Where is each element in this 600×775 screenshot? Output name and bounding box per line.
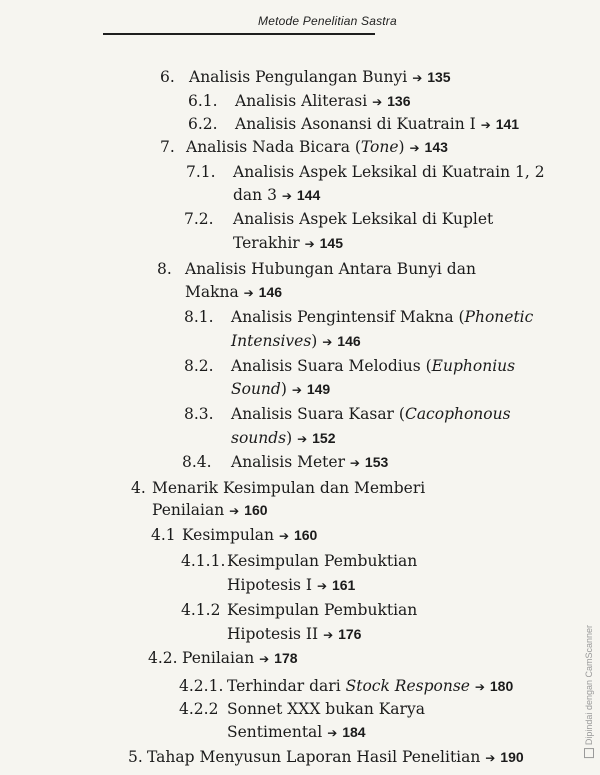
entry-title: Analisis Suara Kasar (Cacophonous [231,405,511,423]
page-number: 136 [387,93,411,109]
entry-title: Analisis Aliterasi ➔ 136 [235,92,411,110]
entry-number: 4.1.2 [181,601,221,619]
arrow-icon: ➔ [412,71,423,85]
running-header: Metode Penelitian Sastra [258,14,397,28]
entry-title: Kesimpulan Pembuktian [227,552,418,570]
arrow-icon: ➔ [327,726,338,740]
arrow-icon: ➔ [322,335,333,349]
entry-title: Kesimpulan ➔ 160 [182,526,318,544]
entry-title-cont: Sound) ➔ 149 [231,380,331,398]
entry-number: 8. [157,260,172,278]
arrow-icon: ➔ [297,432,308,446]
page-number: 160 [244,502,268,518]
arrow-icon: ➔ [474,680,485,694]
entry-number: 8.3. [184,405,214,423]
entry-number: 8.2. [184,357,214,375]
camscanner-logo-icon [584,748,594,758]
page-number: 160 [293,527,318,543]
arrow-icon: ➔ [291,383,302,397]
entry-number: 8.1. [184,308,214,326]
page-number: 145 [319,235,343,251]
entry-title-cont: Intensives) ➔ 146 [231,332,361,350]
entry-number: 4.2.1. [179,677,224,695]
entry-title-cont: Sentimental ➔ 184 [227,723,366,741]
scanner-watermark: Dipindai dengan CamScanner [584,625,594,758]
page-number: 161 [331,577,356,593]
arrow-icon: ➔ [409,141,420,155]
arrow-icon: ➔ [316,579,328,593]
entry-number: 4.1 [151,526,176,544]
page-number: 146 [258,284,283,300]
arrow-icon: ➔ [485,751,496,765]
arrow-icon: ➔ [480,118,491,132]
entry-title: Analisis Hubungan Antara Bunyi dan [185,260,476,278]
page-number: 153 [364,454,389,470]
entry-title-cont: sounds) ➔ 152 [231,429,336,447]
arrow-icon: ➔ [229,504,240,518]
entry-title-cont: Hipotesis I ➔ 161 [227,576,356,594]
entry-number: 4.1.1. [181,552,226,570]
entry-number: 7. [160,138,175,156]
entry-title: Analisis Pengintensif Makna (Phonetic [231,308,534,326]
entry-title: Analisis Pengulangan Bunyi ➔ 135 [189,68,451,86]
page-number: 146 [337,333,361,349]
entry-title: Tahap Menyusun Laporan Hasil Penelitian ➔ 190 [147,748,524,766]
entry-title-cont: Penilaian ➔ 160 [152,501,268,519]
page-number: 141 [495,116,520,132]
page-number: 149 [306,381,331,397]
arrow-icon: ➔ [304,237,315,251]
page-number: 190 [500,749,524,765]
page-number: 152 [312,430,336,446]
entry-title: Kesimpulan Pembuktian [227,601,418,619]
entry-title: Sonnet XXX bukan Karya [227,700,425,718]
entry-title-cont: Hipotesis II ➔ 176 [227,625,362,643]
page-number: 178 [274,650,298,666]
entry-number: 8.4. [182,453,212,471]
entry-number: 4.2.2 [179,700,219,718]
arrow-icon: ➔ [372,95,383,109]
entry-number: 6.1. [188,92,218,110]
entry-number: 4.2. [148,649,178,667]
entry-title-cont: Makna ➔ 146 [185,283,283,301]
entry-number: 6.2. [188,115,218,133]
entry-title: Analisis Suara Melodius (Euphonius [231,357,516,375]
page-number: 135 [427,69,451,85]
entry-title: Analisis Nada Bicara (Tone) ➔ 143 [186,138,448,156]
page-number: 143 [424,139,448,155]
page-number: 176 [338,626,362,642]
arrow-icon: ➔ [243,286,254,300]
arrow-icon: ➔ [278,529,290,543]
entry-title: Terhindar dari Stock Response ➔ 180 [227,677,514,695]
entry-title: Analisis Aspek Leksikal di Kuplet [233,210,494,228]
page-number: 144 [296,187,321,203]
arrow-icon: ➔ [349,456,360,470]
entry-title-cont: dan 3 ➔ 144 [233,186,321,204]
entry-title: Penilaian ➔ 178 [182,649,298,667]
entry-title: Analisis Asonansi di Kuatrain I ➔ 141 [235,115,520,133]
entry-number: 7.1. [186,163,216,181]
entry-title: Menarik Kesimpulan dan Memberi [152,479,426,497]
arrow-icon: ➔ [281,189,292,203]
entry-number: 5. [128,748,143,766]
entry-number: 7.2. [184,210,214,228]
entry-title: Analisis Aspek Leksikal di Kuatrain 1, 2 [233,163,545,181]
entry-title: Analisis Meter ➔ 153 [231,453,389,471]
entry-title-cont: Terakhir ➔ 145 [233,234,343,252]
entry-number: 6. [160,68,175,86]
entry-number: 4. [131,479,146,497]
page-number: 180 [489,678,514,694]
arrow-icon: ➔ [323,628,334,642]
page-number: 184 [342,724,366,740]
arrow-icon: ➔ [259,652,270,666]
header-rule [103,33,375,35]
